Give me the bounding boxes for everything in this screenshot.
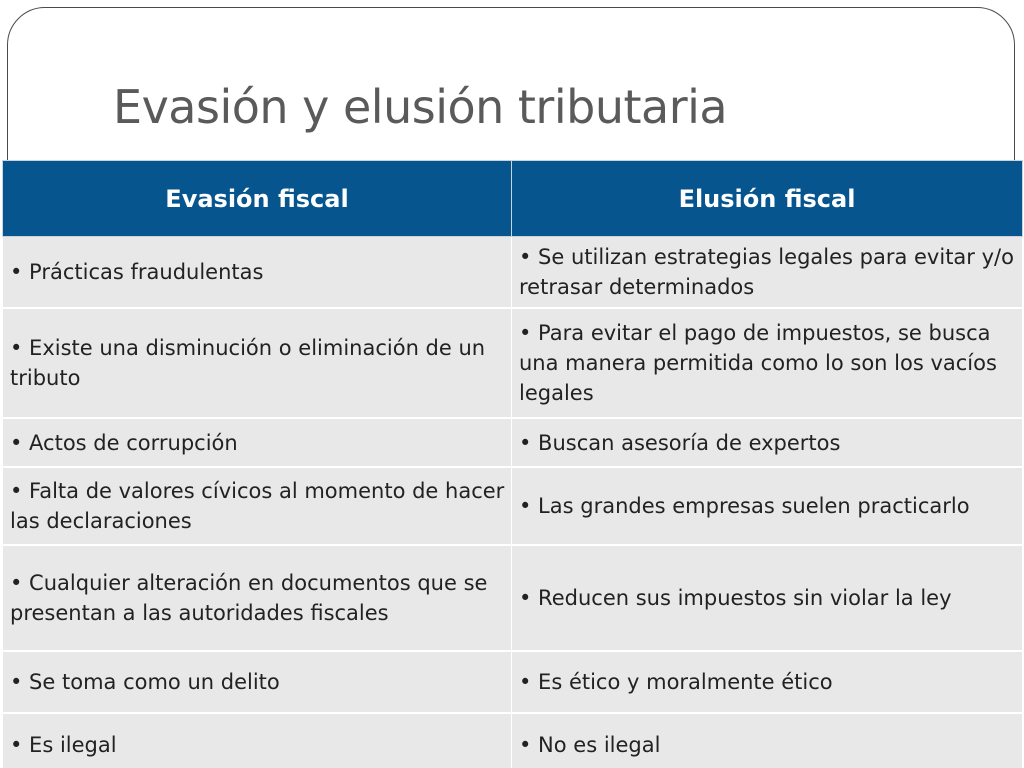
table-row [3, 651, 1023, 713]
cell-elusion: • Reducen sus impuestos sin violar la ley [512, 545, 1023, 651]
table-header-row [3, 161, 1023, 237]
table-row [3, 713, 1023, 768]
cell-evasion: • Cualquier alteración en documentos que se presentan a las autoridades fiscales [3, 545, 512, 651]
table-row [3, 545, 1023, 651]
slide-title: Evasión y elusión tributaria [113, 80, 728, 134]
cell-evasion: • Falta de valores cívicos al momento de hacer las declaraciones [3, 467, 512, 545]
cell-elusion: • Para evitar el pago de impuestos, se busca una manera permitida como lo son los vacíos legales [512, 308, 1023, 418]
cell-evasion: • Existe una disminución o eliminación de un tributo [3, 308, 512, 418]
table-row [3, 467, 1023, 545]
cell-evasion: • Prácticas fraudulentas [3, 237, 512, 309]
header-elusion-fiscal: Elusión fiscal [512, 161, 1023, 237]
comparison-table [2, 160, 1023, 768]
table-row [3, 237, 1023, 309]
header-evasion-fiscal: Evasión fiscal [3, 161, 512, 237]
cell-elusion: • Las grandes empresas suelen practicarlo [512, 467, 1023, 545]
table-row [3, 418, 1023, 467]
cell-elusion: • Es ético y moralmente ético [512, 651, 1023, 713]
cell-evasion: • Es ilegal [3, 713, 512, 768]
cell-elusion: • No es ilegal [512, 713, 1023, 768]
table-row [3, 308, 1023, 418]
cell-evasion: • Actos de corrupción [3, 418, 512, 467]
cell-elusion: • Se utilizan estrategias legales para evitar y/o retrasar determinados [512, 237, 1023, 309]
comparison-table-container [2, 160, 1022, 766]
cell-elusion: • Buscan asesoría de expertos [512, 418, 1023, 467]
cell-evasion: • Se toma como un delito [3, 651, 512, 713]
